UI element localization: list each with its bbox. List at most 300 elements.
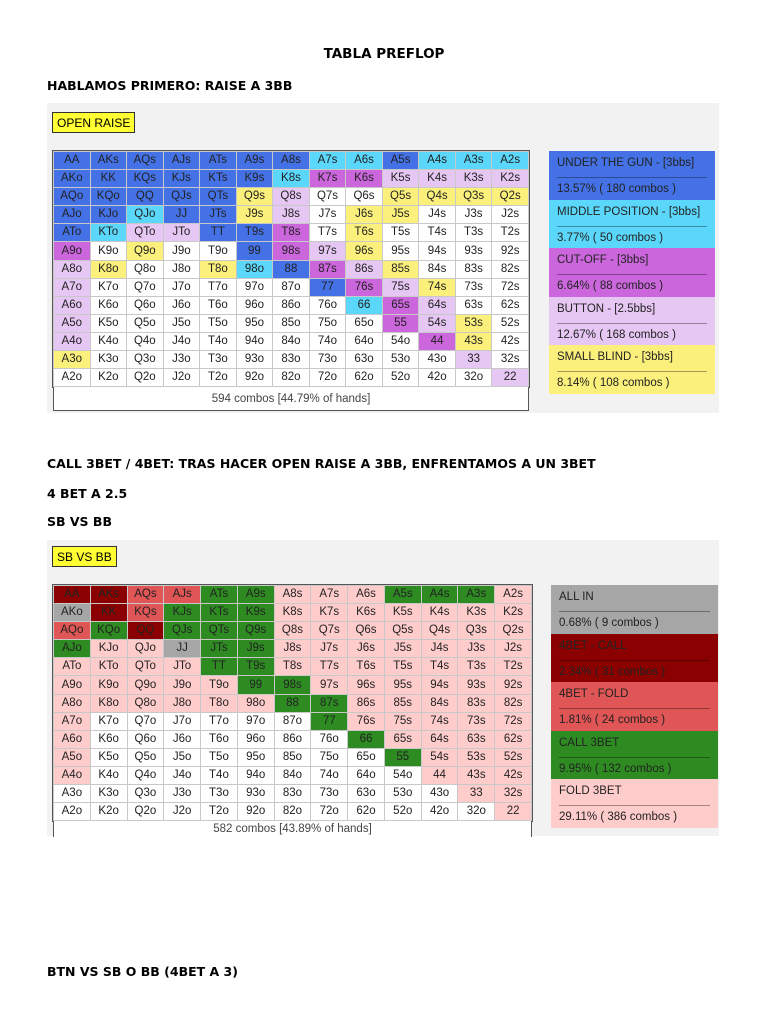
hand-cell-72o: 72o: [309, 369, 346, 387]
hand-cell-k9o: K9o: [90, 242, 127, 260]
hand-cell-ato: ATo: [54, 658, 91, 676]
hand-cell-a9o: A9o: [54, 242, 91, 260]
hand-cell-k7o: K7o: [90, 712, 127, 730]
hand-cell-65o: 65o: [348, 748, 385, 766]
hand-cell-54o: 54o: [382, 332, 419, 350]
hand-cell-62o: 62o: [346, 369, 383, 387]
hand-cell-a6s: A6s: [346, 152, 383, 170]
hand-cell-93s: 93s: [455, 242, 492, 260]
sb-vs-bb-combo-count: 582 combos [43.89% of hands]: [53, 821, 532, 837]
legend-item-allin: [551, 585, 718, 634]
hand-cell-62s: 62s: [492, 296, 529, 314]
hand-cell-ako: AKo: [54, 170, 91, 188]
legend-item-bet4call: [551, 634, 718, 683]
hand-cell-32s: 32s: [492, 351, 529, 369]
hand-cell-92s: 92s: [492, 242, 529, 260]
hand-cell-q5s: Q5s: [382, 188, 419, 206]
hand-cell-j3o: J3o: [163, 351, 200, 369]
hand-cell-85o: 85o: [273, 314, 310, 332]
hand-cell-k6s: K6s: [348, 604, 385, 622]
grid-row: [54, 658, 532, 676]
hand-cell-j4o: J4o: [164, 766, 201, 784]
section-heading-raise: HABLAMOS PRIMERO: RAISE A 3BB: [47, 78, 293, 93]
hand-cell-qq: QQ: [127, 622, 164, 640]
legend-stat: 29.11% ( 386 combos ): [559, 811, 678, 823]
legend-item-bet4fold: [551, 682, 718, 731]
hand-cell-k4o: K4o: [90, 766, 127, 784]
hand-cell-73o: 73o: [309, 351, 346, 369]
hand-cell-96s: 96s: [346, 242, 383, 260]
hand-cell-q8s: Q8s: [273, 188, 310, 206]
legend-label: ALL IN: [559, 591, 710, 612]
hand-cell-kjo: KJo: [90, 640, 127, 658]
hand-cell-64s: 64s: [421, 730, 458, 748]
hand-cell-95o: 95o: [237, 748, 274, 766]
hand-cell-73o: 73o: [311, 785, 348, 803]
hand-cell-a8s: A8s: [274, 586, 311, 604]
hand-cell-32o: 32o: [455, 369, 492, 387]
hand-cell-64o: 64o: [346, 332, 383, 350]
hand-cell-98s: 98s: [273, 242, 310, 260]
hand-cell-98o: 98o: [236, 260, 273, 278]
hand-cell-77: 77: [309, 278, 346, 296]
hand-cell-j6o: J6o: [163, 296, 200, 314]
hand-cell-t5s: T5s: [382, 224, 419, 242]
hand-cell-k4s: K4s: [421, 604, 458, 622]
hand-cell-43s: 43s: [455, 332, 492, 350]
hand-cell-aks: AKs: [90, 586, 127, 604]
hand-cell-qts: QTs: [200, 188, 237, 206]
hand-cell-53o: 53o: [384, 785, 421, 803]
hand-cell-63s: 63s: [455, 296, 492, 314]
hand-cell-qjs: QJs: [163, 188, 200, 206]
hand-cell-q5o: Q5o: [127, 748, 164, 766]
hand-cell-j5s: J5s: [384, 640, 421, 658]
sb-vs-bb-legend: [551, 585, 718, 828]
hand-cell-55: 55: [384, 748, 421, 766]
grid-row: [54, 332, 529, 350]
hand-cell-a7o: A7o: [54, 712, 91, 730]
hand-cell-54s: 54s: [419, 314, 456, 332]
hand-cell-q6s: Q6s: [346, 188, 383, 206]
hand-cell-aa: AA: [54, 586, 91, 604]
hand-cell-q8s: Q8s: [274, 622, 311, 640]
grid-row: [54, 640, 532, 658]
open-raise-legend: [549, 151, 715, 394]
hand-cell-kqs: KQs: [127, 170, 164, 188]
grid-row: [54, 676, 532, 694]
hand-cell-k3s: K3s: [458, 604, 495, 622]
legend-stat: 2.34% ( 31 combos ): [559, 665, 666, 678]
hand-cell-83o: 83o: [273, 351, 310, 369]
hand-cell-q5o: Q5o: [127, 314, 164, 332]
hand-cell-j7s: J7s: [309, 206, 346, 224]
hand-cell-ajs: AJs: [164, 586, 201, 604]
hand-cell-t9o: T9o: [200, 242, 237, 260]
hand-cell-t2s: T2s: [495, 658, 532, 676]
hand-cell-74s: 74s: [419, 278, 456, 296]
hand-cell-j4o: J4o: [163, 332, 200, 350]
legend-label: BUTTON - [2.5bbs]: [557, 303, 707, 324]
hand-cell-a9s: A9s: [237, 586, 274, 604]
hand-cell-k6s: K6s: [346, 170, 383, 188]
legend-item-mp: [549, 200, 715, 249]
legend-label: FOLD 3BET: [559, 785, 710, 806]
hand-cell-k8o: K8o: [90, 260, 127, 278]
hand-cell-j5o: J5o: [163, 314, 200, 332]
hand-cell-q3s: Q3s: [458, 622, 495, 640]
hand-cell-53o: 53o: [382, 351, 419, 369]
grid-row: [54, 586, 532, 604]
hand-cell-53s: 53s: [458, 748, 495, 766]
hand-cell-t2o: T2o: [200, 369, 237, 387]
hand-cell-43s: 43s: [458, 766, 495, 784]
hand-cell-q3o: Q3o: [127, 785, 164, 803]
hand-cell-q2s: Q2s: [495, 622, 532, 640]
section-heading-sb-vs-bb: SB VS BB: [47, 514, 112, 529]
hand-cell-qto: QTo: [127, 658, 164, 676]
hand-cell-53s: 53s: [455, 314, 492, 332]
hand-cell-t3s: T3s: [455, 224, 492, 242]
hand-cell-a9o: A9o: [54, 676, 91, 694]
legend-label: 4BET - FOLD: [559, 688, 710, 709]
grid-row: [54, 604, 532, 622]
hand-cell-33: 33: [455, 351, 492, 369]
hand-cell-65o: 65o: [346, 314, 383, 332]
legend-item-co: [549, 248, 715, 297]
hand-cell-63s: 63s: [458, 730, 495, 748]
hand-cell-j9s: J9s: [236, 206, 273, 224]
hand-cell-86s: 86s: [348, 694, 385, 712]
hand-cell-qto: QTo: [127, 224, 164, 242]
hand-cell-95o: 95o: [236, 314, 273, 332]
hand-cell-98o: 98o: [237, 694, 274, 712]
grid-row: [54, 278, 529, 296]
hand-cell-t3o: T3o: [200, 351, 237, 369]
hand-cell-52s: 52s: [495, 748, 532, 766]
legend-label: UNDER THE GUN - [3bbs]: [557, 157, 707, 178]
hand-cell-j8s: J8s: [274, 640, 311, 658]
hand-cell-j2s: J2s: [492, 206, 529, 224]
hand-cell-ajs: AJs: [163, 152, 200, 170]
hand-cell-94o: 94o: [237, 766, 274, 784]
hand-cell-99: 99: [237, 676, 274, 694]
hand-cell-a4o: A4o: [54, 332, 91, 350]
hand-cell-kqo: KQo: [90, 188, 127, 206]
hand-cell-q8o: Q8o: [127, 694, 164, 712]
hand-cell-52o: 52o: [382, 369, 419, 387]
hand-cell-q3s: Q3s: [455, 188, 492, 206]
hand-cell-j6o: J6o: [164, 730, 201, 748]
grid-row: [54, 785, 532, 803]
legend-stat: 3.77% ( 50 combos ): [557, 231, 664, 244]
hand-cell-52s: 52s: [492, 314, 529, 332]
hand-cell-k8s: K8s: [273, 170, 310, 188]
hand-cell-k7s: K7s: [309, 170, 346, 188]
sb-vs-bb-range-grid: [53, 585, 532, 821]
hand-cell-73s: 73s: [455, 278, 492, 296]
hand-cell-aa: AA: [54, 152, 91, 170]
hand-cell-88: 88: [274, 694, 311, 712]
hand-cell-t5s: T5s: [384, 658, 421, 676]
hand-cell-q9o: Q9o: [127, 242, 164, 260]
hand-cell-k9o: K9o: [90, 676, 127, 694]
hand-cell-j3s: J3s: [455, 206, 492, 224]
hand-cell-74o: 74o: [311, 766, 348, 784]
hand-cell-93o: 93o: [237, 785, 274, 803]
legend-label: CALL 3BET: [559, 737, 710, 758]
hand-cell-72s: 72s: [495, 712, 532, 730]
hand-cell-65s: 65s: [382, 296, 419, 314]
hand-cell-j8o: J8o: [163, 260, 200, 278]
hand-cell-87o: 87o: [273, 278, 310, 296]
hand-cell-tt: TT: [200, 224, 237, 242]
hand-cell-kk: KK: [90, 170, 127, 188]
hand-cell-a5s: A5s: [382, 152, 419, 170]
hand-cell-q2o: Q2o: [127, 803, 164, 821]
grid-row: [54, 170, 529, 188]
hand-cell-a8s: A8s: [273, 152, 310, 170]
hand-cell-jts: JTs: [201, 640, 238, 658]
hand-cell-k7o: K7o: [90, 278, 127, 296]
hand-cell-62s: 62s: [495, 730, 532, 748]
hand-cell-jto: JTo: [164, 658, 201, 676]
hand-cell-k9s: K9s: [237, 604, 274, 622]
hand-cell-q2s: Q2s: [492, 188, 529, 206]
hand-cell-t6s: T6s: [348, 658, 385, 676]
hand-cell-ats: ATs: [201, 586, 238, 604]
hand-cell-a4o: A4o: [54, 766, 91, 784]
hand-cell-j6s: J6s: [348, 640, 385, 658]
legend-stat: 12.67% ( 168 combos ): [557, 328, 676, 341]
hand-cell-a2s: A2s: [492, 152, 529, 170]
hand-cell-j5o: J5o: [164, 748, 201, 766]
hand-cell-64o: 64o: [348, 766, 385, 784]
hand-cell-q6o: Q6o: [127, 296, 164, 314]
hand-cell-k8o: K8o: [90, 694, 127, 712]
hand-cell-kto: KTo: [90, 224, 127, 242]
hand-cell-k9s: K9s: [236, 170, 273, 188]
hand-cell-aqs: AQs: [127, 152, 164, 170]
hand-cell-a2s: A2s: [495, 586, 532, 604]
hand-cell-t5o: T5o: [201, 748, 238, 766]
hand-cell-jj: JJ: [163, 206, 200, 224]
legend-stat: 1.81% ( 24 combos ): [559, 714, 666, 726]
hand-cell-q6s: Q6s: [348, 622, 385, 640]
hand-cell-a3o: A3o: [54, 351, 91, 369]
hand-cell-94s: 94s: [421, 676, 458, 694]
hand-cell-75o: 75o: [309, 314, 346, 332]
hand-cell-tt: TT: [201, 658, 238, 676]
legend-item-fold3bet: [551, 779, 718, 828]
hand-cell-j6s: J6s: [346, 206, 383, 224]
open-raise-tag: OPEN RAISE: [52, 112, 135, 133]
grid-row: [54, 314, 529, 332]
section-heading-call3bet: CALL 3BET / 4BET: TRAS HACER OPEN RAISE A 3BB, ENFRENTAMOS A UN 3BET: [47, 456, 596, 471]
hand-cell-k6o: K6o: [90, 296, 127, 314]
hand-cell-42s: 42s: [495, 766, 532, 784]
hand-cell-63o: 63o: [346, 351, 383, 369]
hand-cell-44: 44: [419, 332, 456, 350]
hand-cell-j4s: J4s: [421, 640, 458, 658]
hand-cell-83o: 83o: [274, 785, 311, 803]
hand-cell-q4o: Q4o: [127, 766, 164, 784]
hand-cell-q7o: Q7o: [127, 712, 164, 730]
hand-cell-ako: AKo: [54, 604, 91, 622]
grid-row: [54, 369, 529, 387]
hand-cell-54s: 54s: [421, 748, 458, 766]
grid-row: [54, 296, 529, 314]
hand-cell-k4s: K4s: [419, 170, 456, 188]
grid-row: [54, 152, 529, 170]
hand-cell-87s: 87s: [311, 694, 348, 712]
legend-item-utg: [549, 151, 715, 200]
hand-cell-98s: 98s: [274, 676, 311, 694]
hand-cell-q4s: Q4s: [419, 188, 456, 206]
hand-cell-a2o: A2o: [54, 369, 91, 387]
hand-cell-a5o: A5o: [54, 314, 91, 332]
hand-cell-t8o: T8o: [201, 694, 238, 712]
hand-cell-kjs: KJs: [164, 604, 201, 622]
hand-cell-42o: 42o: [419, 369, 456, 387]
hand-cell-j2o: J2o: [164, 803, 201, 821]
hand-cell-32o: 32o: [458, 803, 495, 821]
hand-cell-jto: JTo: [163, 224, 200, 242]
hand-cell-q7s: Q7s: [309, 188, 346, 206]
legend-item-call3bet: [551, 731, 718, 780]
hand-cell-t4o: T4o: [200, 332, 237, 350]
hand-cell-43o: 43o: [419, 351, 456, 369]
hand-cell-j4s: J4s: [419, 206, 456, 224]
grid-row: [54, 766, 532, 784]
hand-cell-95s: 95s: [384, 676, 421, 694]
hand-cell-q9o: Q9o: [127, 676, 164, 694]
hand-cell-t3o: T3o: [201, 785, 238, 803]
grid-row: [54, 694, 532, 712]
grid-row: [54, 206, 529, 224]
hand-cell-kts: KTs: [201, 604, 238, 622]
hand-cell-t7o: T7o: [200, 278, 237, 296]
hand-cell-t4s: T4s: [419, 224, 456, 242]
hand-cell-t2s: T2s: [492, 224, 529, 242]
hand-cell-44: 44: [421, 766, 458, 784]
hand-cell-22: 22: [492, 369, 529, 387]
hand-cell-t6s: T6s: [346, 224, 383, 242]
hand-cell-96o: 96o: [237, 730, 274, 748]
hand-cell-82s: 82s: [492, 260, 529, 278]
hand-cell-93o: 93o: [236, 351, 273, 369]
hand-cell-qts: QTs: [201, 622, 238, 640]
hand-cell-t9s: T9s: [237, 658, 274, 676]
hand-cell-a7o: A7o: [54, 278, 91, 296]
legend-label: SMALL BLIND - [3bbs]: [557, 351, 707, 372]
hand-cell-aqs: AQs: [127, 586, 164, 604]
hand-cell-q7o: Q7o: [127, 278, 164, 296]
hand-cell-aqo: AQo: [54, 622, 91, 640]
hand-cell-k5o: K5o: [90, 748, 127, 766]
hand-cell-94s: 94s: [419, 242, 456, 260]
legend-stat: 6.64% ( 88 combos ): [557, 280, 664, 292]
hand-cell-jj: JJ: [164, 640, 201, 658]
hand-cell-52o: 52o: [384, 803, 421, 821]
hand-cell-77: 77: [311, 712, 348, 730]
hand-cell-k6o: K6o: [90, 730, 127, 748]
hand-cell-j7s: J7s: [311, 640, 348, 658]
legend-stat: 8.14% ( 108 combos ): [557, 377, 670, 389]
hand-cell-t3s: T3s: [458, 658, 495, 676]
hand-cell-j3o: J3o: [164, 785, 201, 803]
hand-cell-q5s: Q5s: [384, 622, 421, 640]
hand-cell-aqo: AQo: [54, 188, 91, 206]
hand-cell-q4s: Q4s: [421, 622, 458, 640]
hand-cell-kjo: KJo: [90, 206, 127, 224]
hand-cell-75s: 75s: [382, 278, 419, 296]
hand-cell-83s: 83s: [455, 260, 492, 278]
hand-cell-q7s: Q7s: [311, 622, 348, 640]
legend-label: CUT-OFF - [3bbs]: [557, 254, 707, 275]
hand-cell-88: 88: [273, 260, 310, 278]
hand-cell-a3o: A3o: [54, 785, 91, 803]
grid-row: [54, 260, 529, 278]
hand-cell-72o: 72o: [311, 803, 348, 821]
hand-cell-ajo: AJo: [54, 206, 91, 224]
hand-cell-a3s: A3s: [458, 586, 495, 604]
hand-cell-j9o: J9o: [163, 242, 200, 260]
hand-cell-83s: 83s: [458, 694, 495, 712]
hand-cell-a8o: A8o: [54, 260, 91, 278]
hand-cell-t8o: T8o: [200, 260, 237, 278]
hand-cell-t8s: T8s: [273, 224, 310, 242]
hand-cell-k5s: K5s: [382, 170, 419, 188]
grid-row: [54, 748, 532, 766]
hand-cell-76s: 76s: [348, 712, 385, 730]
hand-cell-84o: 84o: [274, 766, 311, 784]
legend-label: MIDDLE POSITION - [3bbs]: [557, 206, 707, 227]
hand-cell-j7o: J7o: [163, 278, 200, 296]
hand-cell-a6o: A6o: [54, 296, 91, 314]
hand-cell-j3s: J3s: [458, 640, 495, 658]
hand-cell-87s: 87s: [309, 260, 346, 278]
hand-cell-kk: KK: [90, 604, 127, 622]
hand-cell-86s: 86s: [346, 260, 383, 278]
hand-cell-k5s: K5s: [384, 604, 421, 622]
hand-cell-kqo: KQo: [90, 622, 127, 640]
hand-cell-kts: KTs: [200, 170, 237, 188]
hand-cell-k3o: K3o: [90, 351, 127, 369]
hand-cell-76o: 76o: [311, 730, 348, 748]
hand-cell-k7s: K7s: [311, 604, 348, 622]
hand-cell-qq: QQ: [127, 188, 164, 206]
hand-cell-64s: 64s: [419, 296, 456, 314]
grid-row: [54, 803, 532, 821]
hand-cell-ato: ATo: [54, 224, 91, 242]
hand-cell-32s: 32s: [495, 785, 532, 803]
hand-cell-85s: 85s: [382, 260, 419, 278]
hand-cell-66: 66: [348, 730, 385, 748]
hand-cell-t7s: T7s: [309, 224, 346, 242]
hand-cell-k2o: K2o: [90, 369, 127, 387]
legend-label: 4BET - CALL: [559, 640, 710, 661]
hand-cell-k5o: K5o: [90, 314, 127, 332]
hand-cell-q9s: Q9s: [237, 622, 274, 640]
grid-row: [54, 622, 532, 640]
hand-cell-94o: 94o: [236, 332, 273, 350]
hand-cell-33: 33: [458, 785, 495, 803]
hand-cell-t2o: T2o: [201, 803, 238, 821]
hand-cell-87o: 87o: [274, 712, 311, 730]
hand-cell-75s: 75s: [384, 712, 421, 730]
hand-cell-qjo: QJo: [127, 206, 164, 224]
